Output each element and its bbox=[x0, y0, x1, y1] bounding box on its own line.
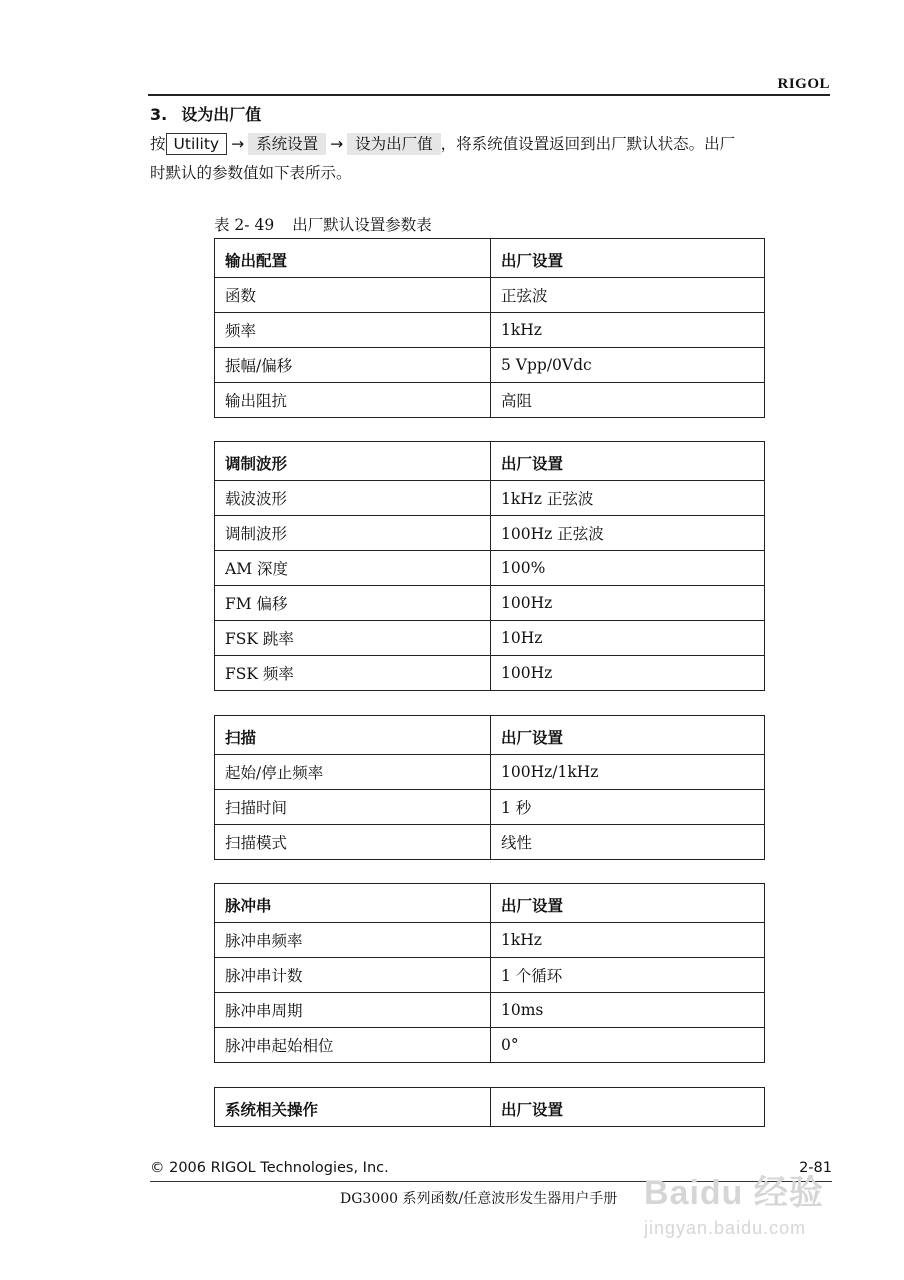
table-header-row bbox=[215, 716, 765, 755]
table-row bbox=[215, 516, 765, 551]
param-value: 线性 bbox=[491, 825, 765, 860]
table-caption-title: 出厂默认设置参数表 bbox=[292, 216, 432, 234]
table-header-cell: 出厂设置 bbox=[491, 442, 765, 481]
factory-default-menu: 设为出厂值 bbox=[347, 133, 441, 155]
param-name: 函数 bbox=[215, 278, 491, 313]
output-config-table bbox=[214, 238, 765, 418]
param-name: 频率 bbox=[215, 313, 491, 348]
param-name: 脉冲串计数 bbox=[215, 958, 491, 993]
instruction-paragraph bbox=[150, 130, 840, 188]
param-value: 正弦波 bbox=[491, 278, 765, 313]
table-row bbox=[215, 278, 765, 313]
param-value: 1kHz bbox=[491, 923, 765, 958]
table-header-row bbox=[215, 442, 765, 481]
table-header-cell: 调制波形 bbox=[215, 442, 491, 481]
param-value: 100Hz 正弦波 bbox=[491, 516, 765, 551]
param-name: 振幅/偏移 bbox=[215, 348, 491, 383]
param-value: 100Hz/1kHz bbox=[491, 755, 765, 790]
param-name: 脉冲串起始相位 bbox=[215, 1028, 491, 1063]
param-value: 高阻 bbox=[491, 383, 765, 418]
sweep-table bbox=[214, 715, 765, 860]
watermark-logo: Baidu 经验 bbox=[644, 1174, 824, 1212]
table-header-cell: 扫描 bbox=[215, 716, 491, 755]
section-number: 3. bbox=[150, 105, 168, 124]
table-row bbox=[215, 383, 765, 418]
table-header-cell: 出厂设置 bbox=[491, 1088, 765, 1127]
table-header-cell: 系统相关操作 bbox=[215, 1088, 491, 1127]
param-name: FSK 跳率 bbox=[215, 621, 491, 656]
table-header-row bbox=[215, 884, 765, 923]
table-header-cell: 出厂设置 bbox=[491, 716, 765, 755]
param-value: 5 Vpp/0Vdc bbox=[491, 348, 765, 383]
table-row bbox=[215, 825, 765, 860]
table-caption bbox=[214, 213, 432, 235]
system-settings-menu: 系统设置 bbox=[248, 133, 326, 155]
table-caption-number: 表 2- 49 bbox=[214, 216, 275, 234]
table-row bbox=[215, 923, 765, 958]
footer-book-title: DG3000 系列函数/任意波形发生器用户手册 bbox=[340, 1191, 618, 1207]
table-row bbox=[215, 790, 765, 825]
param-name: 起始/停止频率 bbox=[215, 755, 491, 790]
table-row bbox=[215, 958, 765, 993]
instruction-line2: 时默认的参数值如下表所示。 bbox=[150, 164, 352, 182]
param-name: FSK 频率 bbox=[215, 656, 491, 691]
param-value: 1kHz 正弦波 bbox=[491, 481, 765, 516]
table-row bbox=[215, 656, 765, 691]
param-name: 扫描模式 bbox=[215, 825, 491, 860]
param-value: 100Hz bbox=[491, 656, 765, 691]
instruction-suffix: ，将系统值设置返回到出厂默认状态。出厂 bbox=[440, 135, 736, 153]
param-value: 1 秒 bbox=[491, 790, 765, 825]
table-row bbox=[215, 1028, 765, 1063]
param-value: 1kHz bbox=[491, 313, 765, 348]
table-header-cell: 出厂设置 bbox=[491, 239, 765, 278]
watermark-url: jingyan.baidu.com bbox=[644, 1218, 807, 1238]
table-header-row bbox=[215, 1088, 765, 1127]
footer-copyright: © 2006 RIGOL Technologies, Inc. bbox=[150, 1160, 389, 1176]
param-value: 100Hz bbox=[491, 586, 765, 621]
table-header-cell: 输出配置 bbox=[215, 239, 491, 278]
instruction-prefix: 按 bbox=[150, 135, 166, 153]
param-name: 输出阻抗 bbox=[215, 383, 491, 418]
param-value: 10Hz bbox=[491, 621, 765, 656]
table-row bbox=[215, 551, 765, 586]
table-row bbox=[215, 621, 765, 656]
table-row bbox=[215, 313, 765, 348]
param-name: FM 偏移 bbox=[215, 586, 491, 621]
brand-logo-text: RIGOL bbox=[777, 76, 830, 92]
param-value: 1 个循环 bbox=[491, 958, 765, 993]
table-header-row bbox=[215, 239, 765, 278]
table-header-cell: 出厂设置 bbox=[491, 884, 765, 923]
param-value: 0° bbox=[491, 1028, 765, 1063]
param-name: 调制波形 bbox=[215, 516, 491, 551]
param-name: 脉冲串频率 bbox=[215, 923, 491, 958]
footer-page-number: 2-81 bbox=[799, 1160, 832, 1176]
param-name: 载波波形 bbox=[215, 481, 491, 516]
section-title-text: 设为出厂值 bbox=[181, 105, 262, 124]
table-row bbox=[215, 348, 765, 383]
utility-key: Utility bbox=[166, 133, 228, 155]
param-value: 100% bbox=[491, 551, 765, 586]
system-ops-table bbox=[214, 1087, 765, 1127]
arrow-right-icon: → bbox=[231, 135, 245, 153]
param-name: AM 深度 bbox=[215, 551, 491, 586]
param-value: 10ms bbox=[491, 993, 765, 1028]
table-row bbox=[215, 586, 765, 621]
section-title bbox=[150, 102, 261, 125]
table-row bbox=[215, 481, 765, 516]
table-header-cell: 脉冲串 bbox=[215, 884, 491, 923]
baidu-watermark bbox=[644, 1145, 864, 1255]
header-rule bbox=[148, 94, 830, 96]
modulation-table bbox=[214, 441, 765, 691]
table-row bbox=[215, 755, 765, 790]
param-name: 扫描时间 bbox=[215, 790, 491, 825]
burst-table bbox=[214, 883, 765, 1063]
param-name: 脉冲串周期 bbox=[215, 993, 491, 1028]
table-row bbox=[215, 993, 765, 1028]
arrow-right-icon: → bbox=[330, 135, 344, 153]
